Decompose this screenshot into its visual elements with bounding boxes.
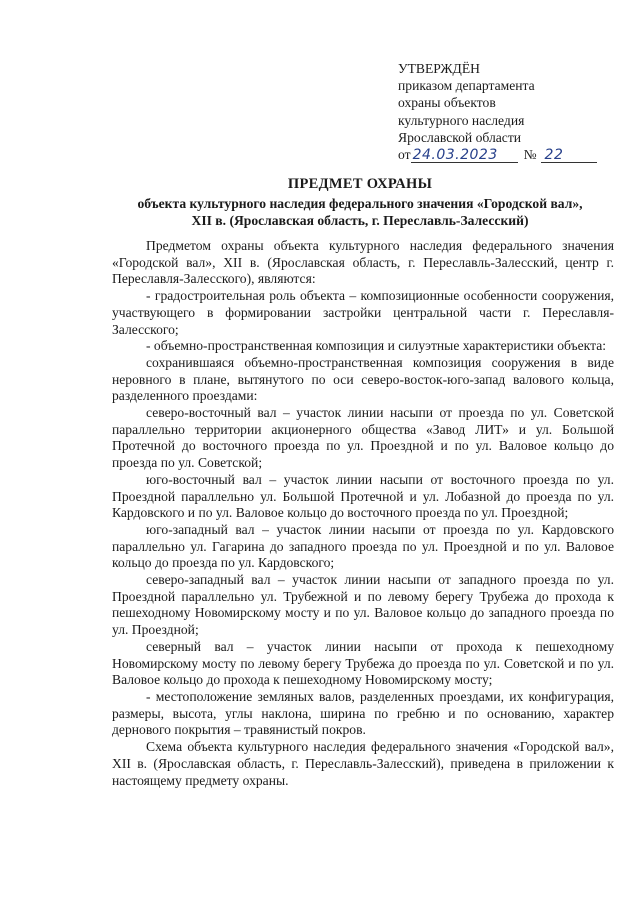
document-body (112, 238, 614, 789)
approval-stamp (398, 60, 628, 163)
paragraph: северо-западный вал – участок линии насыпи от западного проезда по ул. Проездной параллельно ул. Трубежной и по левому берегу Трубежа до прохода к пешеходному Новомирскому мосту и по ул. Валовое кольцо до западного проезда по ул. Проездной; (112, 572, 614, 638)
paragraph: Предметом охраны объекта культурного наследия федерального значения «Городской вал», XII в. (Ярославская область, г. Переславль-Залесский, центр г. Переславля-Залесского), являются: (112, 238, 614, 287)
paragraph: - объемно-пространственная композиция и силуэтные характеристики объекта: (146, 338, 607, 354)
subtitle-line: объекта культурного наследия федерального значения «Городской вал», (137, 196, 583, 211)
subtitle-line: XII в. (Ярославская область, г. Переславль-Залесский) (191, 213, 529, 228)
approval-date-number (398, 146, 628, 163)
paragraph: северо-восточный вал – участок линии насыпи от проезда по ул. Советской параллельно территории акционерного общества «Завод ЛИТ» и ул. Большой Протечной до восточного проезда по ул. Проездной и по ул. Валовое кольцо до проезда по ул. Советской; (112, 405, 614, 471)
paragraph: юго-восточный вал – участок линии насыпи от восточного проезда по ул. Проездной параллельно ул. Большой Протечной и ул. Лобазной до проезда по ул. Кардовского и по ул. Валовое кольцо до восточного проезда по ул. Проездной; (112, 471, 614, 521)
paragraph: северный вал – участок линии насыпи от прохода к пешеходному Новомирскому мосту по левому берегу Трубежа до проезда по ул. Советской и по ул. Валовое кольцо до прохода к пешеходному Новомирскому мосту; (112, 638, 614, 688)
handwritten-date: 24.03.2023 (411, 148, 518, 163)
paragraph: - градостроительная роль объекта – композиционные особенности сооружения, участвующего в формировании застройки центральной части г. Переславля-Залесского; (112, 288, 614, 337)
number-label: № (523, 147, 537, 163)
approval-line: охраны объектов (398, 95, 496, 111)
approval-line: приказом департамента (398, 78, 535, 94)
approval-line: культурного наследия (398, 112, 525, 128)
document-subtitle (100, 195, 620, 229)
approval-line: Ярославской области (398, 129, 522, 145)
paragraph: юго-западный вал – участок линии насыпи от проезда по ул. Кардовского параллельно ул. Гагарина до западного проезда по ул. Проездной и по ул. Валовое кольцо до проезда по ул. Кардовского; (112, 521, 614, 571)
approval-title: УТВЕРЖДЁН (398, 61, 480, 76)
paragraph: - местоположение земляных валов, разделенных проездами, их конфигурация, размеры, высота, углы наклона, ширина по гребню и по основанию, характер дернового покрытия – травянистый покров. (112, 688, 614, 738)
document-title: ПРЕДМЕТ ОХРАНЫ (287, 176, 433, 192)
from-label: от (398, 147, 411, 163)
paragraph: сохранившаяся объемно-пространственная композиция сооружения в виде неровного в плане, вытянутого по оси северо-восток-юго-запад валового кольца, разделенного проездами: (112, 354, 614, 404)
paragraph: Схема объекта культурного наследия федерального значения «Городской вал», XII в. (Ярославская область, г. Переславль-Залесский), приведена в приложении к настоящему предмету охраны. (112, 739, 614, 788)
handwritten-number: 22 (541, 148, 597, 163)
